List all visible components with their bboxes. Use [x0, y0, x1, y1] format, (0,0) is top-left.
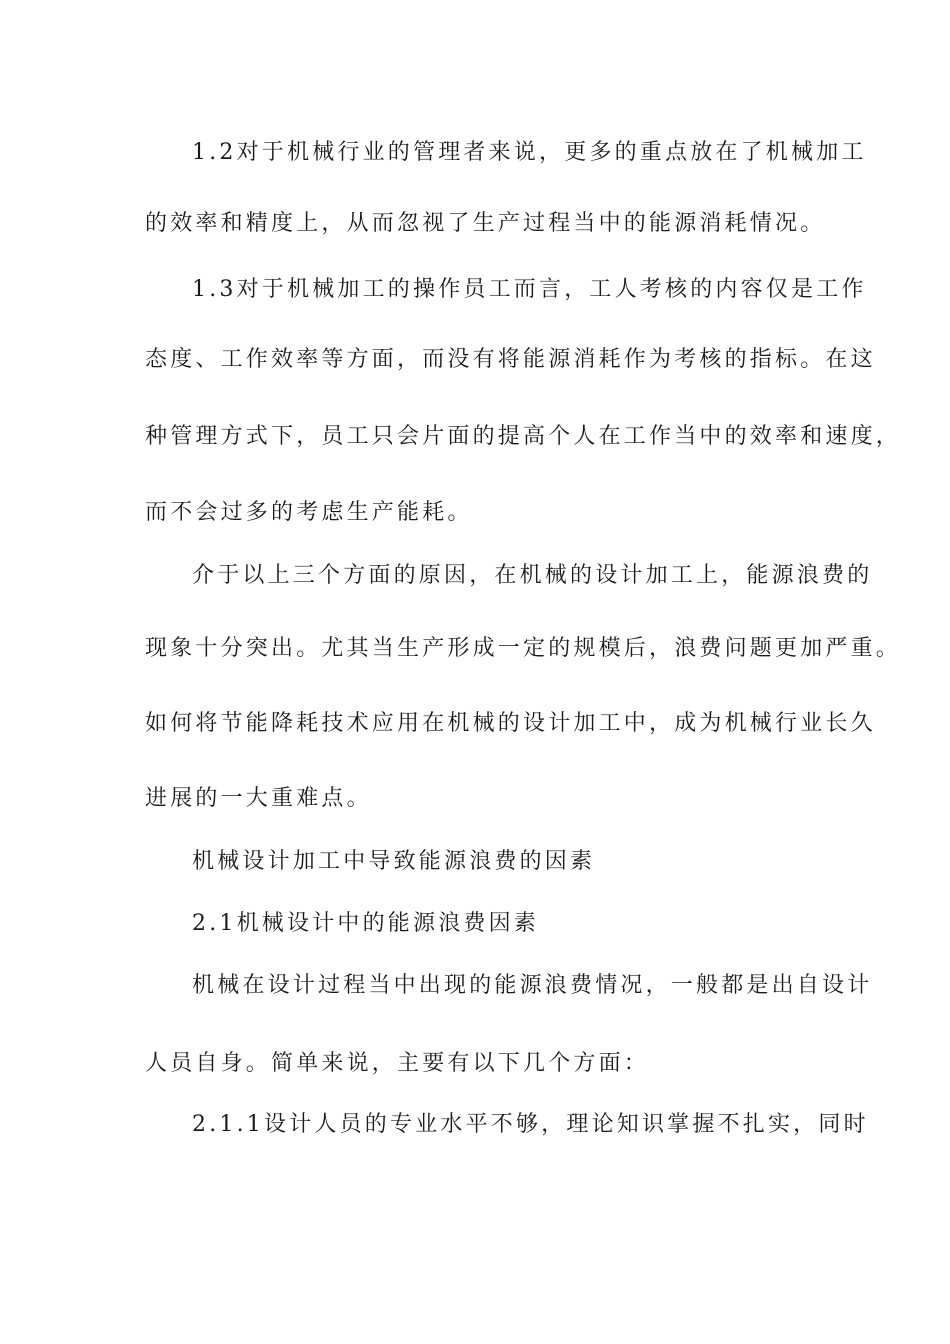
paragraph-1-3-line-2: 态度、工作效率等方面，而没有将能源消耗作为考核的指标。在这	[145, 347, 876, 372]
paragraph-summary-line-4: 进展的一大重难点。	[145, 786, 372, 811]
paragraph-1-3-line-1: 1.3对于机械加工的操作员工而言，工人考核的内容仅是工作	[192, 277, 867, 302]
paragraph-summary-line-2: 现象十分突出。尤其当生产形成一定的规模后，浪费问题更加严重。	[145, 636, 902, 661]
paragraph-2-1-line-2: 人员自身。简单来说，主要有以下几个方面：	[145, 1051, 650, 1076]
paragraph-summary-line-1: 介于以上三个方面的原因，在机械的设计加工上，能源浪费的	[192, 563, 873, 588]
paragraph-1-2-line-2: 的效率和精度上，从而忽视了生产过程当中的能源消耗情况。	[145, 211, 826, 236]
section-heading: 机械设计加工中导致能源浪费的因素	[192, 849, 596, 874]
paragraph-1-3-line-3: 种管理方式下，员工只会片面的提高个人在工作当中的效率和速度，	[145, 424, 902, 449]
paragraph-1-3-line-4: 而不会过多的考虑生产能耗。	[145, 500, 473, 525]
paragraph-summary-line-3: 如何将节能降耗技术应用在机械的设计加工中，成为机械行业长久	[145, 711, 876, 736]
paragraph-1-2-line-1: 1.2对于机械行业的管理者来说，更多的重点放在了机械加工	[192, 140, 867, 165]
paragraph-2-1-1-line-1: 2.1.1设计人员的专业水平不够，理论知识掌握不扎实，同时	[192, 1112, 869, 1137]
paragraph-2-1-line-1: 机械在设计过程当中出现的能源浪费情况，一般都是出自设计	[192, 973, 873, 998]
subsection-heading-2-1: 2.1机械设计中的能源浪费因素	[192, 911, 539, 936]
